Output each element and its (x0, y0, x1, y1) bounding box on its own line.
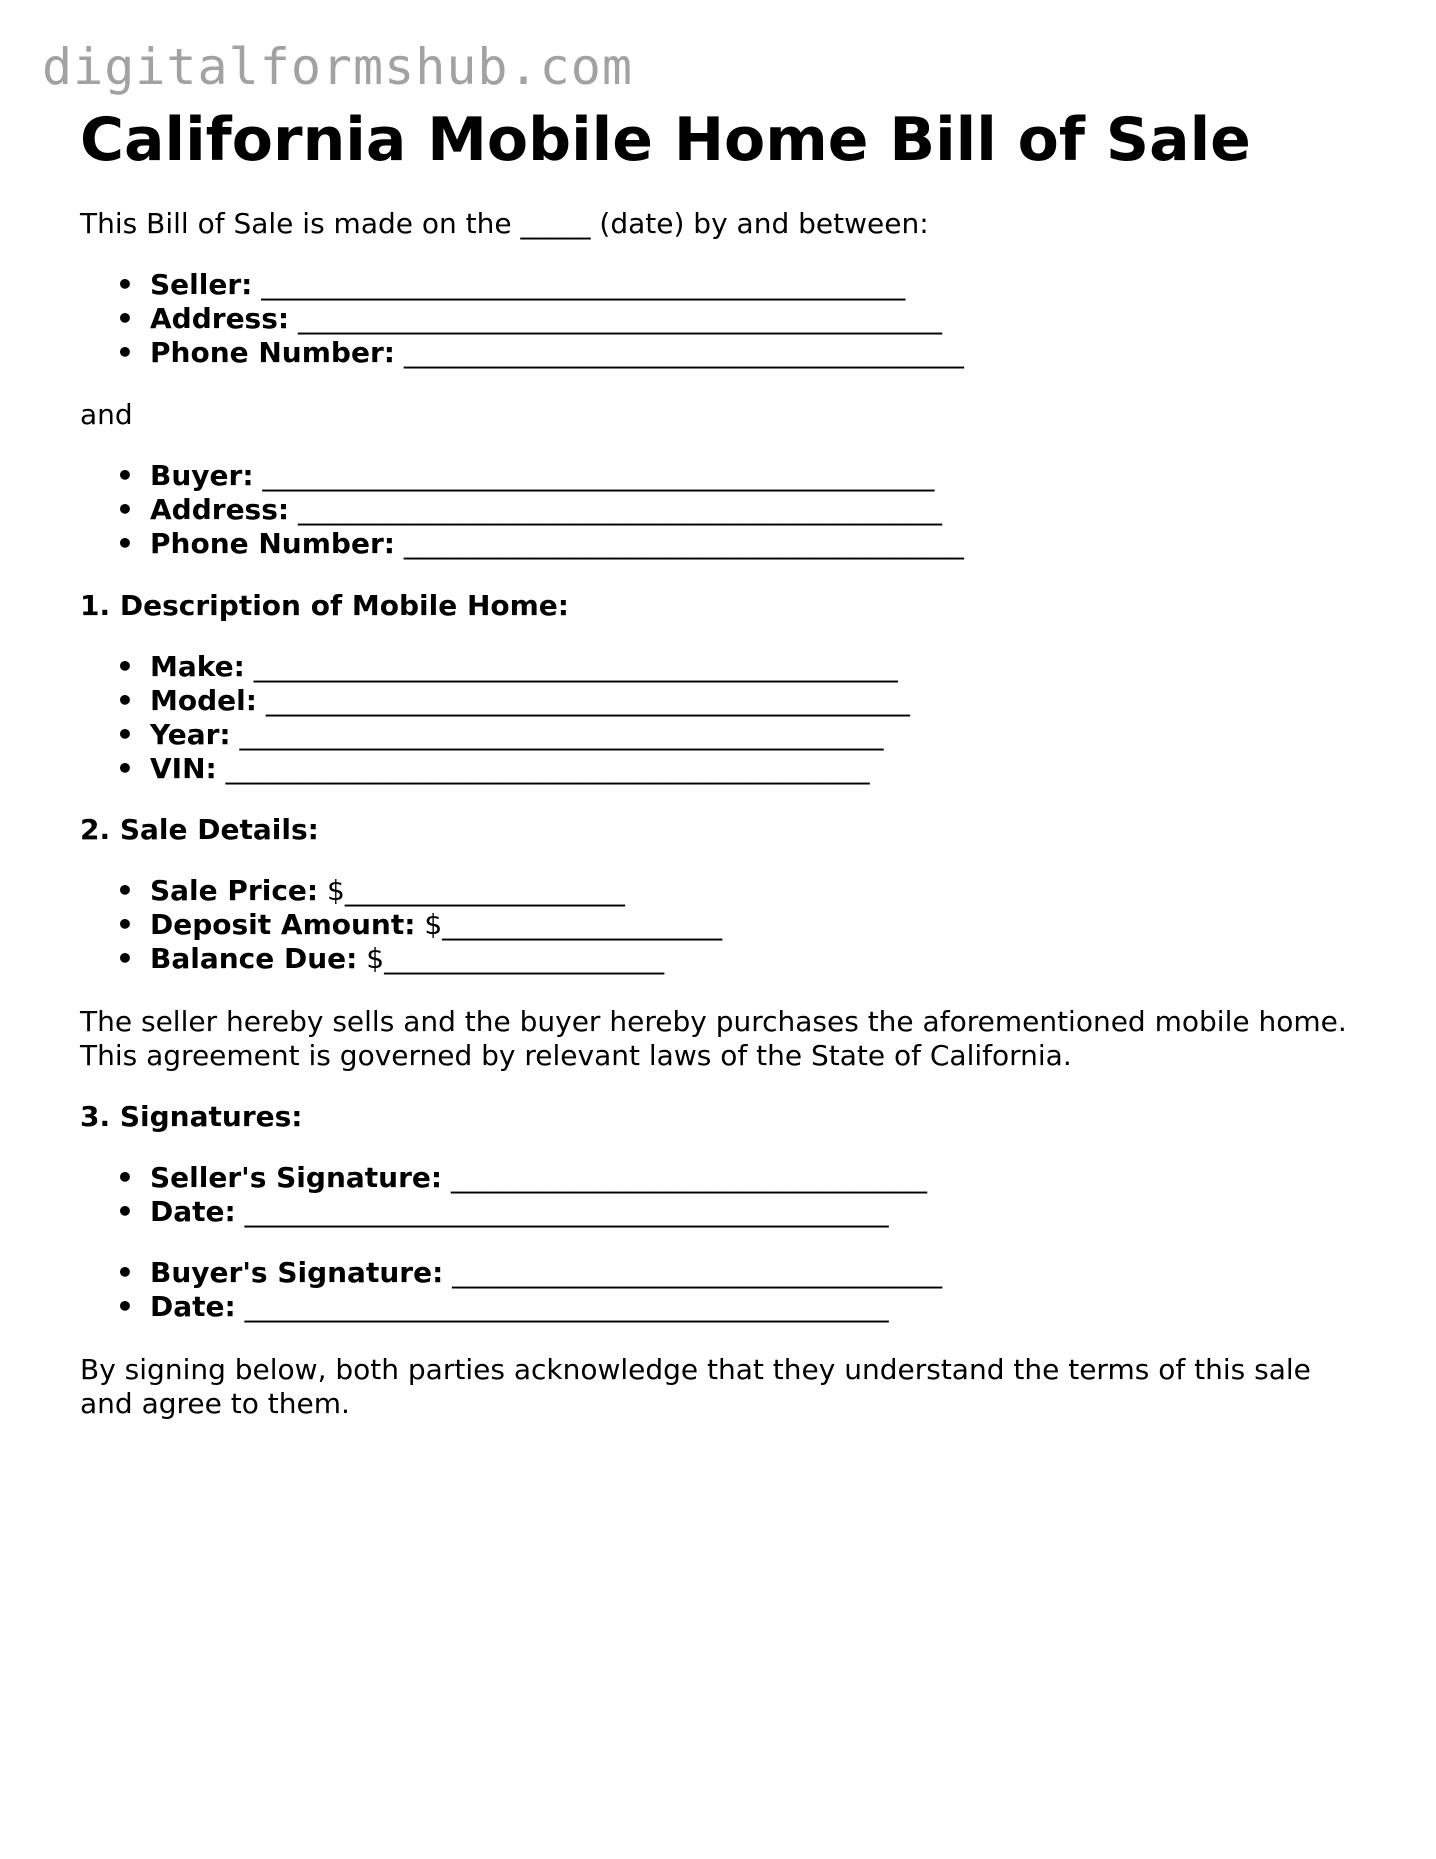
deposit-amount-line[interactable]: • Deposit Amount: $____________________ (80, 908, 722, 942)
section-sale-details-title: 2. Sale Details: (80, 813, 319, 846)
buyer-signature-list (80, 1256, 942, 1324)
seller-signature-line[interactable]: • Seller's Signature: __________________________________ (80, 1161, 927, 1195)
page-title: California Mobile Home Bill of Sale (80, 105, 1251, 175)
seller-phone-line[interactable]: • Phone Number: ________________________________________ (80, 336, 964, 370)
watermark-logo: digitalformshub.com (42, 38, 633, 96)
section-description-title: 1. Description of Mobile Home: (80, 589, 569, 622)
intro-text: This Bill of Sale is made on the _____ (date) by and between: (80, 207, 929, 240)
buyer-info-list (80, 459, 964, 561)
buyer-signature-line[interactable]: • Buyer's Signature: ___________________________________ (80, 1256, 942, 1290)
seller-name-line[interactable]: • Seller: ______________________________________________ (80, 268, 964, 302)
buyer-phone-line[interactable]: • Phone Number: ________________________________________ (80, 527, 964, 561)
and-text: and (80, 398, 133, 431)
sale-details-list (80, 874, 722, 976)
buyer-name-line[interactable]: • Buyer: ________________________________________________ (80, 459, 964, 493)
model-line[interactable]: • Model: ______________________________________________ (80, 684, 910, 718)
closing-acknowledgement-text: By signing below, both parties acknowledge that they understand the terms of this sale and agree to them. (80, 1353, 1311, 1420)
buyer-date-line[interactable]: • Date: ______________________________________________ (80, 1290, 942, 1324)
seller-signature-list (80, 1161, 927, 1229)
sale-price-line[interactable]: • Sale Price: $____________________ (80, 874, 722, 908)
seller-date-line[interactable]: • Date: ______________________________________________ (80, 1195, 927, 1229)
section-signatures-title: 3. Signatures: (80, 1100, 303, 1133)
governing-law-text: The seller hereby sells and the buyer hereby purchases the aforementioned mobile home. This agreement is governed by relevant laws of the State of California. (80, 1005, 1347, 1072)
mobile-home-description-list (80, 650, 910, 786)
vin-line[interactable]: • VIN: ______________________________________________ (80, 752, 910, 786)
seller-address-line[interactable]: • Address: ______________________________________________ (80, 302, 964, 336)
balance-due-line[interactable]: • Balance Due: $____________________ (80, 942, 722, 976)
year-line[interactable]: • Year: ______________________________________________ (80, 718, 910, 752)
document-body (80, 100, 1370, 1420)
seller-info-list (80, 268, 964, 370)
buyer-address-line[interactable]: • Address: ______________________________________________ (80, 493, 964, 527)
make-line[interactable]: • Make: ______________________________________________ (80, 650, 910, 684)
